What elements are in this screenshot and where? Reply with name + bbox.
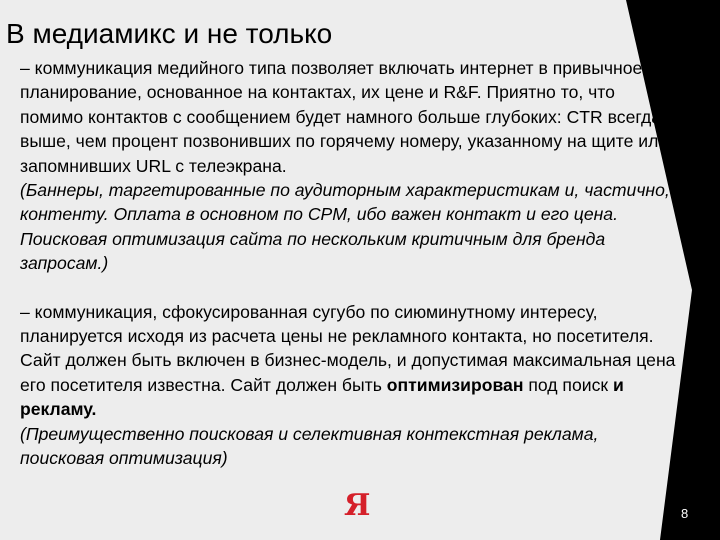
paragraph-media: – коммуникация медийного типа позволяет включать интернет в привычное планирование, основанное на контактах, их цене и R&F. Приятно то, что помимо контактов с сообщением будет намного больше глубоких: CTR всегда выше, чем процент позвонивших по горячему номеру, указанному на щите или запомнивших URL с телеэкрана. (20, 58, 669, 176)
paragraph-interest-text: – коммуникация, сфокусированная сугубо по сиюминутному интересу, планируется исходя из расчета цены не рекламного контакта, но посетителя. Сайт должен быть включен в бизнес-модель, и допустимая максимальная цена его посетителя известна. Сайт должен быть (20, 301, 676, 395)
yandex-logo: Я (344, 488, 371, 523)
paragraph-interest-note: (Преимущественно поисковая и селективная контекстная реклама, поисковая оптимизация) (20, 423, 599, 469)
bold-and-ads: и рекламу. (20, 374, 624, 420)
paragraph-interest-text-2: под поиск (523, 374, 613, 395)
slide-body (20, 56, 680, 471)
page-number: 8 (681, 506, 689, 521)
slide-title: В медиамикс и не только (6, 18, 333, 49)
paragraph-media-note: (Баннеры, таргетированные по аудиторным характеристикам и, частично, контенту. Оплата в основном по CPM, ибо важен контакт и его цена. Поисковая оптимизация сайта по нескольким критичным для бренда запросам.) (20, 180, 670, 274)
bold-optimized: оптимизирован (386, 374, 524, 395)
paragraph-interest (20, 300, 680, 422)
paragraph-gap (20, 276, 680, 300)
